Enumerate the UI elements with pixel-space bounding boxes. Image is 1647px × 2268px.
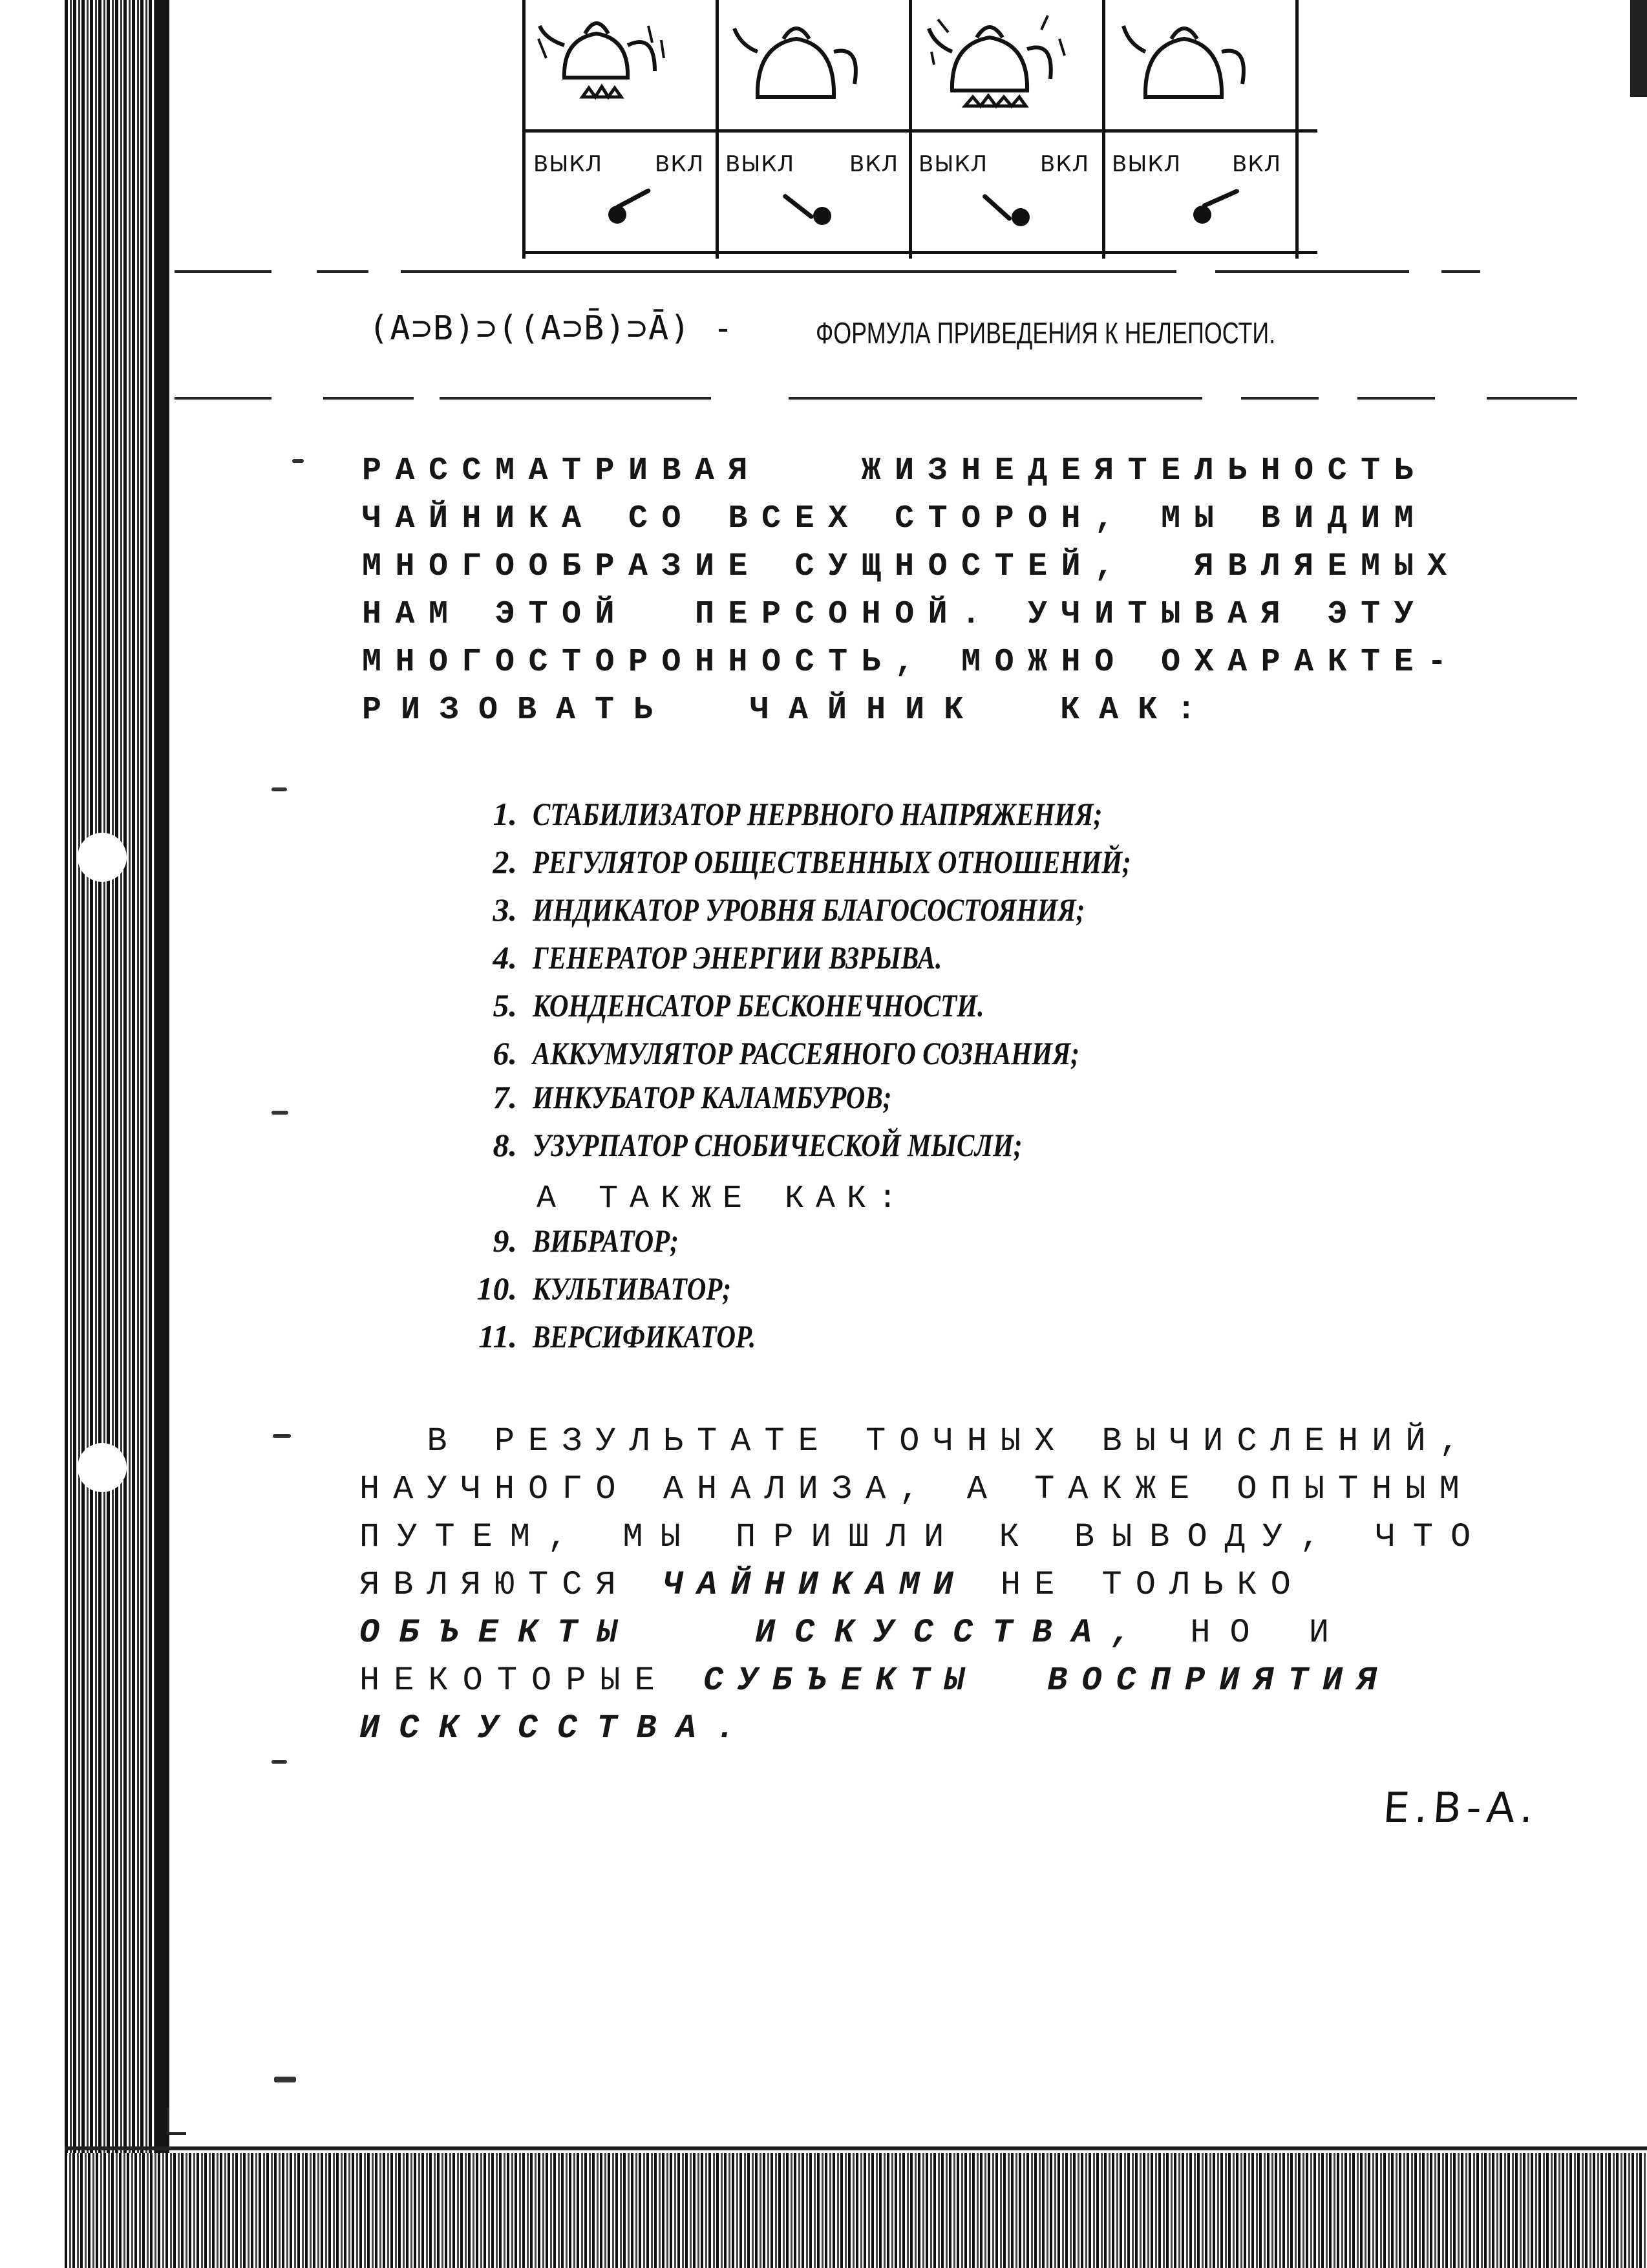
switch-knob xyxy=(1193,206,1211,224)
list-item-text: ИНДИКАТОР УРОВНЯ БЛАГОСОСТОЯНИЯ; xyxy=(533,892,1085,928)
scan-speck xyxy=(271,1760,287,1764)
bottom-border-line xyxy=(65,2146,1647,2150)
scan-speck xyxy=(271,787,287,791)
paragraph-line xyxy=(359,1662,1391,1700)
dash-line xyxy=(175,270,271,273)
switch-lever xyxy=(982,193,1013,222)
comic-panel-3 xyxy=(909,0,1102,259)
paragraph-line: ИСКУССТВА. xyxy=(359,1709,756,1748)
paragraph-line: ПУТЕМ, МЫ ПРИШЛИ К ВЫВОДУ, ЧТО xyxy=(359,1518,1489,1556)
dash-line xyxy=(323,397,414,400)
kettle-comic-strip xyxy=(522,0,1317,265)
author-signature: Е.В-А. xyxy=(1381,1784,1540,1832)
emphasized-text: ОБЪЕКТЫ ИСКУССТВА, xyxy=(359,1614,1151,1652)
paragraph-line: ЧАЙНИКА СО ВСЕХ СТОРОН, МЫ ВИДИМ xyxy=(362,500,1428,537)
dash-line xyxy=(317,270,368,273)
binding-strip xyxy=(65,0,168,2153)
list-item xyxy=(446,1034,1200,1072)
emphasized-text: СУБЪЕКТЫ ВОСПРИЯТИЯ xyxy=(703,1662,1392,1700)
switch-on-label: ВКЛ xyxy=(1232,151,1282,177)
scan-speck xyxy=(271,1111,288,1115)
list-item xyxy=(446,843,1262,881)
intro-paragraph xyxy=(362,453,1590,747)
list-item-text: СТАБИЛИЗАТОР НЕРВНОГО НАПРЯЖЕНИЯ; xyxy=(533,796,1103,832)
list-item-text: ВИБРАТОР; xyxy=(533,1223,679,1259)
comic-panel-4 xyxy=(1102,0,1299,259)
list-item-text: УЗУРПАТОР СНОБИЧЕСКОЙ МЫСЛИ; xyxy=(533,1127,1023,1163)
list-item xyxy=(446,939,1032,976)
list-item-text: КОНДЕНСАТОР БЕСКОНЕЧНОСТИ. xyxy=(533,987,984,1023)
paragraph-line xyxy=(359,1566,1304,1604)
switch-off-label: ВЫКЛ xyxy=(1112,151,1182,177)
scan-speck xyxy=(292,459,304,463)
dash-line xyxy=(175,397,271,400)
bottom-scan-strip xyxy=(65,2153,1647,2268)
switch-knob xyxy=(1012,208,1030,226)
switch-on-label: ВКЛ xyxy=(655,151,705,177)
boiling-kettle-icon xyxy=(912,0,1102,129)
list-item xyxy=(446,1078,970,1116)
text-run: НО И xyxy=(1151,1614,1349,1652)
scan-edge xyxy=(1630,0,1647,97)
comic-panel-2 xyxy=(716,0,909,259)
kettle-icon xyxy=(1105,0,1295,129)
list-item-number: 4. xyxy=(493,939,517,976)
list-item xyxy=(446,1270,774,1307)
paragraph-line: МНОГООБРАЗИЕ СУЩНОСТЕЙ, ЯВЛЯЕМЫХ xyxy=(362,548,1461,585)
list-item-number: 8. xyxy=(493,1127,517,1163)
scan-speck xyxy=(273,1434,291,1438)
list-item-text: ГЕНЕРАТОР ЭНЕРГИИ ВЗРЫВА. xyxy=(533,939,942,976)
corner-mark xyxy=(167,2132,186,2135)
punch-hole xyxy=(78,1443,127,1492)
list-item-text: АККУМУЛЯТОР РАССЕЯНОГО СОЗНАНИЯ; xyxy=(533,1035,1079,1071)
paragraph-line: НАМ ЭТОЙ ПЕРСОНОЙ. УЧИТЫВАЯ ЭТУ xyxy=(362,596,1428,633)
switch-lever xyxy=(1202,188,1240,209)
switch-off-label: ВЫКЛ xyxy=(919,151,988,177)
logic-formula: (A⊃B)⊃((A⊃B̄)⊃Ā) - xyxy=(368,309,735,348)
switch-on-label: ВКЛ xyxy=(1040,151,1090,177)
list-item xyxy=(446,1126,1130,1164)
list-item xyxy=(446,987,1083,1024)
dash-line xyxy=(401,270,1176,273)
switch-knob xyxy=(813,207,831,225)
formula-title: ФОРМУЛА ПРИВЕДЕНИЯ К НЕЛЕПОСТИ. xyxy=(816,316,1276,350)
paragraph-line: В РЕЗУЛЬТАТЕ ТОЧНЫХ ВЫЧИСЛЕНИЙ, xyxy=(359,1422,1473,1460)
list-item xyxy=(446,1318,805,1355)
list-item-text: КУЛЬТИВАТОР; xyxy=(533,1270,732,1307)
list-item-text: РЕГУЛЯТОР ОБЩЕСТВЕННЫХ ОТНОШЕНИЙ; xyxy=(533,844,1131,880)
paragraph-line: НАУЧНОГО АНАЛИЗА, А ТАКЖЕ ОПЫТНЫМ xyxy=(359,1470,1473,1508)
list-item-number: 2. xyxy=(493,844,517,880)
emphasized-text: ЧАЙНИКАМИ xyxy=(663,1566,967,1604)
switch-off-label: ВЫКЛ xyxy=(725,151,795,177)
list-item-text: ИНКУБАТОР КАЛАМБУРОВ; xyxy=(533,1079,892,1115)
list-item xyxy=(446,1222,710,1259)
dash-line xyxy=(1241,397,1319,400)
list-item-number: 10. xyxy=(476,1270,517,1307)
list-item-number: 7. xyxy=(493,1079,517,1115)
dash-line xyxy=(440,397,711,400)
binding-edge xyxy=(155,0,169,2153)
list-item-number: 6. xyxy=(493,1035,517,1071)
dash-line xyxy=(789,397,1202,400)
list-item xyxy=(446,891,1206,928)
punch-hole xyxy=(78,833,127,882)
corner-mark xyxy=(167,2108,169,2134)
switch-knob xyxy=(608,206,626,224)
boiling-kettle-icon xyxy=(526,0,716,129)
list-item-number: 9. xyxy=(493,1223,517,1259)
list-item xyxy=(446,795,1227,833)
list-item-number: 5. xyxy=(493,987,517,1023)
list-item-number: 3. xyxy=(493,892,517,928)
switch-lever xyxy=(782,193,814,220)
text-run: НЕКОТОРЫЕ xyxy=(359,1662,704,1700)
dash-line xyxy=(1357,397,1435,400)
kettle-icon xyxy=(719,0,909,129)
paragraph-line xyxy=(359,1614,1348,1652)
list-item-text: ВЕРСИФИКАТОР. xyxy=(533,1318,756,1354)
paragraph-line: РИЗОВАТЬ ЧАЙНИК КАК: xyxy=(362,692,1216,729)
list-item-number: 1. xyxy=(493,796,517,832)
paragraph-line: МНОГОСТОРОННОСТЬ, МОЖНО ОХАРАКТЕ- xyxy=(362,644,1461,681)
comic-panel-1 xyxy=(522,0,716,259)
dash-line xyxy=(1441,270,1480,273)
list-item-number: 11. xyxy=(478,1318,517,1354)
dash-line xyxy=(1215,270,1409,273)
scan-speck xyxy=(274,2077,296,2082)
text-run: НЕ ТОЛЬКО xyxy=(966,1566,1304,1604)
dash-line xyxy=(1487,397,1577,400)
switch-on-label: ВКЛ xyxy=(849,151,899,177)
paragraph-line: РАССМАТРИВАЯ ЖИЗНЕДЕЯТЕЛЬНОСТЬ xyxy=(362,453,1428,489)
switch-off-label: ВЫКЛ xyxy=(533,151,603,177)
text-run: ЯВЛЯЮТСЯ xyxy=(359,1566,663,1604)
also-label: А ТАКЖЕ КАК: xyxy=(537,1181,909,1217)
